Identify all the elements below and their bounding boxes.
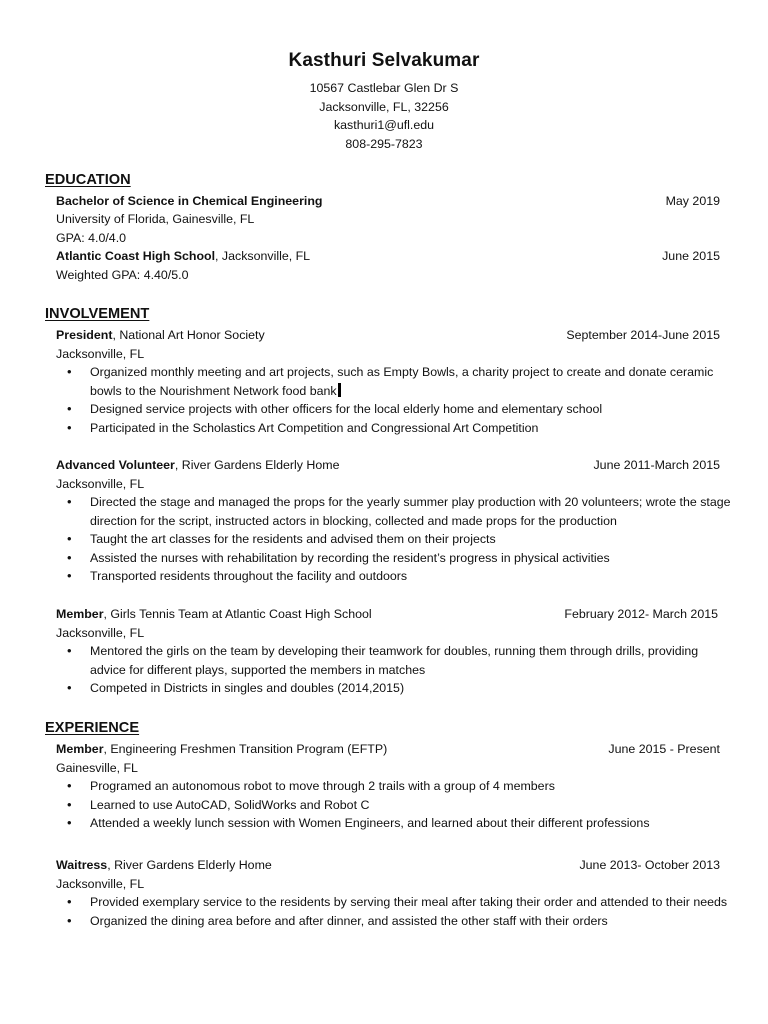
text-cursor xyxy=(338,383,341,397)
role-title: Waitress xyxy=(56,858,108,872)
section-title-education: EDUCATION xyxy=(45,172,131,188)
gpa: Weighted GPA: 4.40/5.0 xyxy=(56,268,189,282)
entry-date: September 2014-June 2015 xyxy=(566,328,720,342)
degree-name: Bachelor of Science in Chemical Engineering xyxy=(56,194,323,208)
bullet-list xyxy=(56,363,736,437)
list-item: • Transported residents throughout the facility and outdoors xyxy=(56,567,736,586)
entry-location: Jacksonville, FL xyxy=(56,477,145,491)
entry-location: Gainesville, FL xyxy=(56,761,138,775)
list-item: • Learned to use AutoCAD, SolidWorks and Robot C xyxy=(56,796,736,815)
address-line-2: Jacksonville, FL, 32256 xyxy=(319,99,449,114)
education-entry-row xyxy=(56,247,720,266)
list-item: • Mentored the girls on the team by developing their teamwork for doubles, running them through drills, providing advice for different plays, supported the members in matches xyxy=(56,642,736,679)
entry-date: February 2012- March 2015 xyxy=(564,607,718,621)
list-item: • Directed the stage and managed the props for the yearly summer play production with 20 volunteers; wrote the stage direction for the script, instructed actors in blocking, collected and made props for the production xyxy=(56,493,736,530)
bullet-list xyxy=(56,493,736,586)
involvement-entry-row xyxy=(56,456,720,475)
list-item: • Taught the art classes for the residents and advised them on their projects xyxy=(56,530,736,549)
list-item: • Programed an autonomous robot to move through 2 trails with a group of 4 members xyxy=(56,777,736,796)
school-name: University of Florida, Gainesville, FL xyxy=(56,212,255,226)
email[interactable]: kasthuri1@ufl.edu xyxy=(333,118,435,132)
experience-entry-row xyxy=(56,856,720,875)
bullet-list xyxy=(56,777,736,833)
list-item: • Competed in Districts in singles and doubles (2014,2015) xyxy=(56,679,736,698)
section-title-involvement: INVOLVEMENT xyxy=(45,306,150,322)
role-title: President xyxy=(56,328,113,342)
entry-date: June 2015 - Present xyxy=(608,742,720,756)
list-item: • Provided exemplary service to the residents by serving their meal after taking their order and attended to their needs xyxy=(56,893,736,912)
phone: 808-295-7823 xyxy=(345,136,423,151)
organization: , National Art Honor Society xyxy=(112,328,265,342)
entry-date: June 2013- October 2013 xyxy=(579,858,720,872)
organization: , River Gardens Elderly Home xyxy=(107,858,272,872)
entry-date: June 2015 xyxy=(662,249,720,263)
resume-name: Kasthuri Selvakumar xyxy=(288,50,480,71)
role-title: Member xyxy=(56,607,104,621)
list-item: • Organized monthly meeting and art projects, such as Empty Bowls, a charity project to create and donate ceramic bowls to the Nourishment Network food bank xyxy=(56,363,736,400)
involvement-entry-row xyxy=(56,326,720,345)
organization: , Girls Tennis Team at Atlantic Coast High School xyxy=(103,607,372,621)
entry-date: June 2011-March 2015 xyxy=(593,458,720,472)
list-item: • Organized the dining area before and after dinner, and assisted the other staff with their orders xyxy=(56,912,736,931)
involvement-entry-row xyxy=(56,605,718,624)
list-item: • Attended a weekly lunch session with Women Engineers, and learned about their different professions xyxy=(56,814,736,833)
gpa: GPA: 4.0/4.0 xyxy=(56,231,127,245)
bullet-list xyxy=(56,642,736,698)
entry-location: Jacksonville, FL xyxy=(56,347,145,361)
list-item: • Assisted the nurses with rehabilitation by recording the resident’s progress in physical activities xyxy=(56,549,736,568)
list-item: • Participated in the Scholastics Art Competition and Congressional Art Competition xyxy=(56,419,736,438)
entry-location: Jacksonville, FL xyxy=(56,626,145,640)
education-entry-row xyxy=(56,192,720,211)
school-name: Atlantic Coast High School xyxy=(56,249,216,263)
role-title: Advanced Volunteer xyxy=(56,458,175,472)
organization: , Engineering Freshmen Transition Program (EFTP) xyxy=(103,742,388,756)
bullet-list xyxy=(56,893,736,930)
section-title-experience: EXPERIENCE xyxy=(45,720,140,736)
contact-block xyxy=(0,79,768,153)
school-location: , Jacksonville, FL xyxy=(215,249,311,263)
role-title: Member xyxy=(56,742,104,756)
organization: , River Gardens Elderly Home xyxy=(174,458,340,472)
experience-entry-row xyxy=(56,740,720,759)
entry-location: Jacksonville, FL xyxy=(56,877,145,891)
entry-date: May 2019 xyxy=(665,194,720,208)
list-item: • Designed service projects with other officers for the local elderly home and elementary school xyxy=(56,400,736,419)
address-line-1: 10567 Castlebar Glen Dr S xyxy=(309,81,459,95)
